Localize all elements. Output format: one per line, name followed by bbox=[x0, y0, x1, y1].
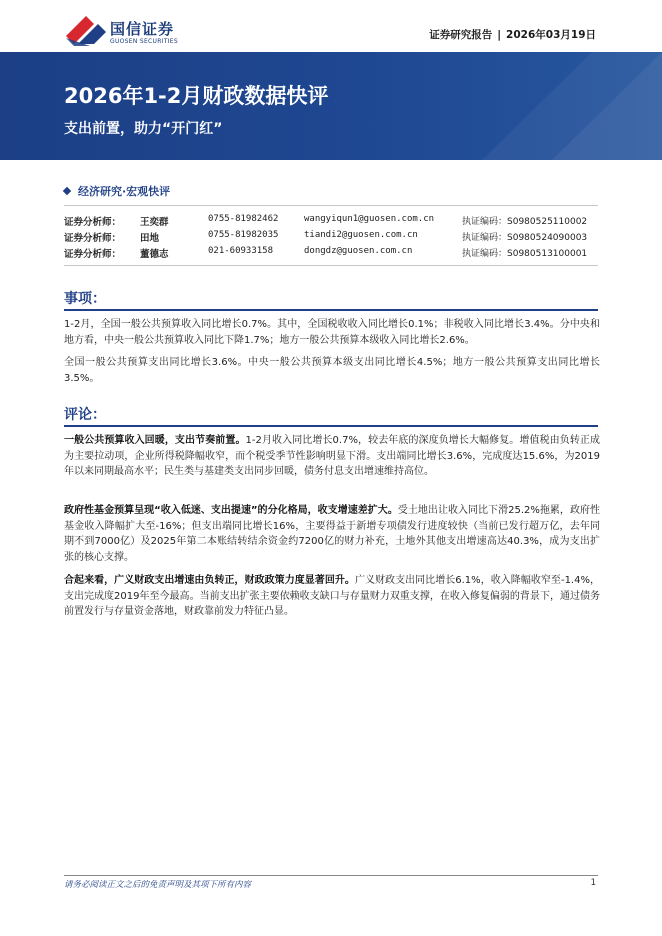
analyst-name: 董德志 bbox=[140, 249, 169, 260]
analyst-phone: 021-60933158 bbox=[208, 246, 274, 256]
analyst-role: 证券分析师： bbox=[64, 217, 122, 228]
section-underline bbox=[64, 309, 598, 311]
company-logo bbox=[64, 14, 214, 50]
footer-disclaimer[interactable]: 请务必阅读正文之后的免责声明及其项下所有内容 bbox=[64, 880, 252, 890]
divider-top bbox=[64, 205, 598, 206]
banner-decoration-icon bbox=[362, 52, 662, 160]
guosen-logo-icon bbox=[64, 14, 108, 48]
category-label: 经济研究·宏观快评 bbox=[78, 185, 171, 198]
comment-2-body: 受土地出让收入同比下滑25.2%拖累，政府性基金收入降幅扩大至-16%；但支出端同比增长16%，主要得益于新增专项债发行进度较快（当前已发行超万亿，去年同期不到7000亿）及2025年第二本账结转结余资金约7200亿的财力补充，土地外其他支出增速高达40.3%，成为支出扩张的核心支撑。 bbox=[64, 505, 600, 563]
analyst-role: 证券分析师： bbox=[64, 249, 122, 260]
analyst-cert: 执证编码：S0980524090003 bbox=[462, 233, 588, 243]
report-category bbox=[64, 183, 170, 199]
analyst-email[interactable]: wangyiqun1@guosen.com.cn bbox=[304, 214, 435, 224]
comment-1-body: 1-2月收入同比增长0.7%，较去年底的深度负增长大幅修复。增值税由负转正成为主要拉动项，企业所得税降幅收窄，而个税受季节性影响明显下滑。支出端同比增长3.6%，完成度达15.6%，为2019年以来同期最高水平；民生类与基建类支出同步回暖，债务付息支出增速维持高位。 bbox=[64, 435, 600, 477]
comment-2-lead: 政府性基金预算呈现“收入低迷、支出提速”的分化格局，收支增速差扩大。 bbox=[64, 505, 398, 516]
analyst-phone: 0755-81982462 bbox=[208, 214, 279, 224]
report-title: 2026年1-2月财政数据快评 bbox=[64, 84, 329, 108]
analyst-name: 田地 bbox=[140, 233, 160, 244]
section-title-matters: 事项： bbox=[64, 291, 106, 307]
matters-paragraph-1: 1-2月，全国一般公共预算收入同比增长0.7%。其中，全国税收收入同比增长0.1%；非税收入同比增长3.4%。分中央和地方看，中央一般公共预算收入同比下降1.7%；地方一般公共预算本级收入同比增长2.6%。 bbox=[64, 319, 600, 346]
analyst-email[interactable]: dongdz@guosen.com.cn bbox=[304, 246, 413, 256]
comment-paragraph-3 bbox=[64, 573, 600, 620]
page-number: 1 bbox=[590, 878, 596, 888]
analyst-row bbox=[64, 246, 598, 260]
comment-paragraph-2 bbox=[64, 503, 600, 565]
report-date: 2026年03月19日 bbox=[506, 29, 596, 41]
analyst-cert: 执证编码：S0980525110002 bbox=[462, 217, 588, 227]
comment-3-lead: 合起来看，广义财政支出增速由负转正，财政政策力度显著回升。 bbox=[64, 575, 355, 586]
analyst-row bbox=[64, 214, 598, 228]
comment-paragraph-1 bbox=[64, 433, 600, 480]
footer-divider bbox=[64, 875, 598, 876]
analyst-email[interactable]: tiandi2@guosen.com.cn bbox=[304, 230, 418, 240]
report-subtitle: 支出前置，助力“开门红” bbox=[64, 121, 223, 137]
section-title-comments: 评论： bbox=[64, 407, 106, 423]
analyst-name: 王奕群 bbox=[140, 217, 169, 228]
comment-3-body: 广义财政支出同比增长6.1%，收入降幅收窄至-1.4%，支出完成度2019年至今最高。当前支出扩张主要依赖收支缺口与存量财力双重支撑，在收入修复偏弱的背景下，通过债务前置发行与存量资金落地，财政靠前发力特征凸显。 bbox=[64, 575, 601, 617]
comment-1-lead: 一般公共预算收入回暖，支出节奏前置。 bbox=[64, 435, 246, 446]
analyst-phone: 0755-81982035 bbox=[208, 230, 279, 240]
meta-separator: | bbox=[497, 29, 502, 41]
section-underline bbox=[64, 425, 598, 427]
report-type: 证券研究报告 bbox=[429, 29, 493, 41]
report-meta bbox=[429, 27, 596, 42]
analyst-row bbox=[64, 230, 598, 244]
analyst-cert: 执证编码：S0980513100001 bbox=[462, 249, 588, 259]
divider-analysts bbox=[64, 265, 598, 266]
matters-paragraph-2: 全国一般公共预算支出同比增长3.6%。中央一般公共预算本级支出同比增长4.5%；地方一般公共预算支出同比增长3.5%。 bbox=[64, 357, 600, 384]
analyst-role: 证券分析师： bbox=[64, 233, 122, 244]
logo-text-en: GUOSEN SECURITIES bbox=[110, 38, 179, 45]
diamond-bullet-icon bbox=[63, 187, 71, 195]
logo-text-cn: 国信证券 bbox=[110, 20, 175, 38]
